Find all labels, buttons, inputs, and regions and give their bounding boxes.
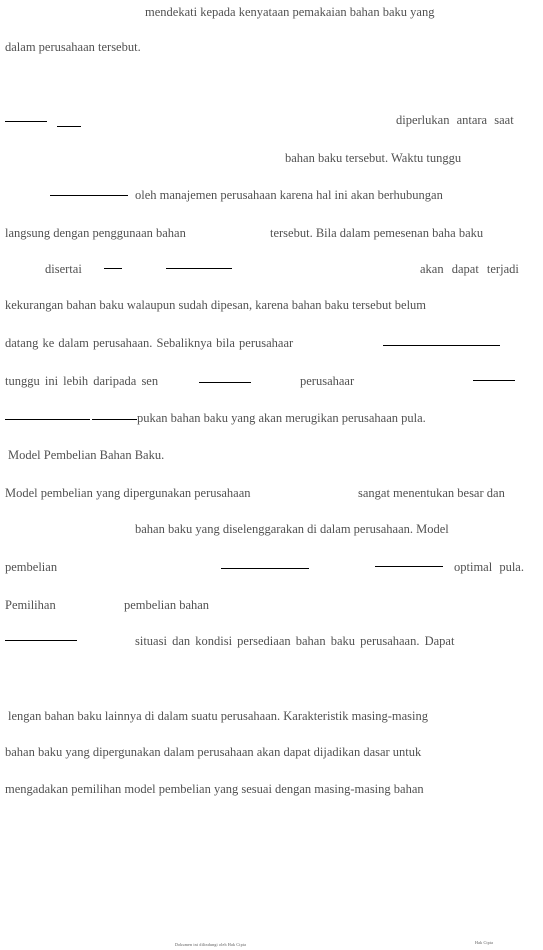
redaction-rule [57, 126, 81, 127]
text-line: situasi dan kondisi persediaan bahan baku perusahaan. Dapat [135, 634, 455, 648]
text-line: Pemilihan [5, 598, 56, 612]
text-line: perusahaar [300, 374, 355, 388]
text-line: mengadakan pemilihan model pembelian yang sesuai dengan masing-masing bahan [5, 782, 424, 796]
redaction-rule [5, 121, 47, 122]
redaction-rule [375, 566, 443, 567]
text-line: langsung dengan penggunaan bahan [5, 226, 186, 240]
text-line: disertai [45, 262, 82, 276]
redaction-rule [5, 640, 77, 641]
text-line: dalam perusahaan tersebut. [5, 40, 141, 54]
text-line: pembelian [5, 560, 58, 574]
text-line: Model pembelian yang dipergunakan perusahaan [5, 486, 251, 500]
text-line: akan dapat terjadi [420, 262, 519, 276]
footer-note-right: Hak Cipta [475, 940, 494, 945]
text-line: sangat menentukan besar dan [358, 486, 505, 500]
text-line: bahan baku yang diselenggarakan di dalam perusahaan. Model [135, 522, 449, 536]
text-line: bahan baku tersebut. Waktu tunggu [285, 151, 462, 165]
text-line: oleh manajemen perusahaan karena hal ini akan berhubungan [135, 188, 443, 202]
redaction-rule [166, 268, 232, 269]
redaction-rule [5, 419, 90, 420]
redaction-rule [473, 380, 515, 381]
text-line: tersebut. Bila dalam pemesenan baha baku [270, 226, 484, 240]
redaction-rule [50, 195, 128, 196]
redaction-rule [199, 382, 251, 383]
section-heading: Model Pembelian Bahan Baku. [8, 448, 165, 462]
text-line: datang ke dalam perusahaan. Sebaliknya bila perusahaar [5, 336, 294, 350]
redaction-rule [221, 568, 309, 569]
footer-note: Dokumen ini dilindungi oleh Hak Cipta [175, 942, 247, 947]
text-line: bahan baku yang dipergunakan dalam perusahaan akan dapat dijadikan dasar untuk [5, 745, 422, 759]
redaction-rule [383, 345, 500, 346]
text-line: mendekati kepada kenyataan pemakaian bahan baku yang [145, 5, 435, 19]
text-line: kekurangan bahan baku walaupun sudah dipesan, karena bahan baku tersebut belum [5, 298, 427, 312]
text-line: pukan bahan baku yang akan merugikan perusahaan pula. [137, 411, 426, 425]
text-line: optimal pula. [454, 560, 524, 574]
text-line: diperlukan antara saat [396, 113, 514, 127]
text-line: pembelian bahan [124, 598, 210, 612]
text-line: lengan bahan baku lainnya di dalam suatu perusahaan. Karakteristik masing-masing [8, 709, 429, 723]
redaction-rule [92, 419, 137, 420]
text-line: tunggu ini lebih daripada sen [5, 374, 159, 388]
redaction-rule [104, 268, 122, 269]
